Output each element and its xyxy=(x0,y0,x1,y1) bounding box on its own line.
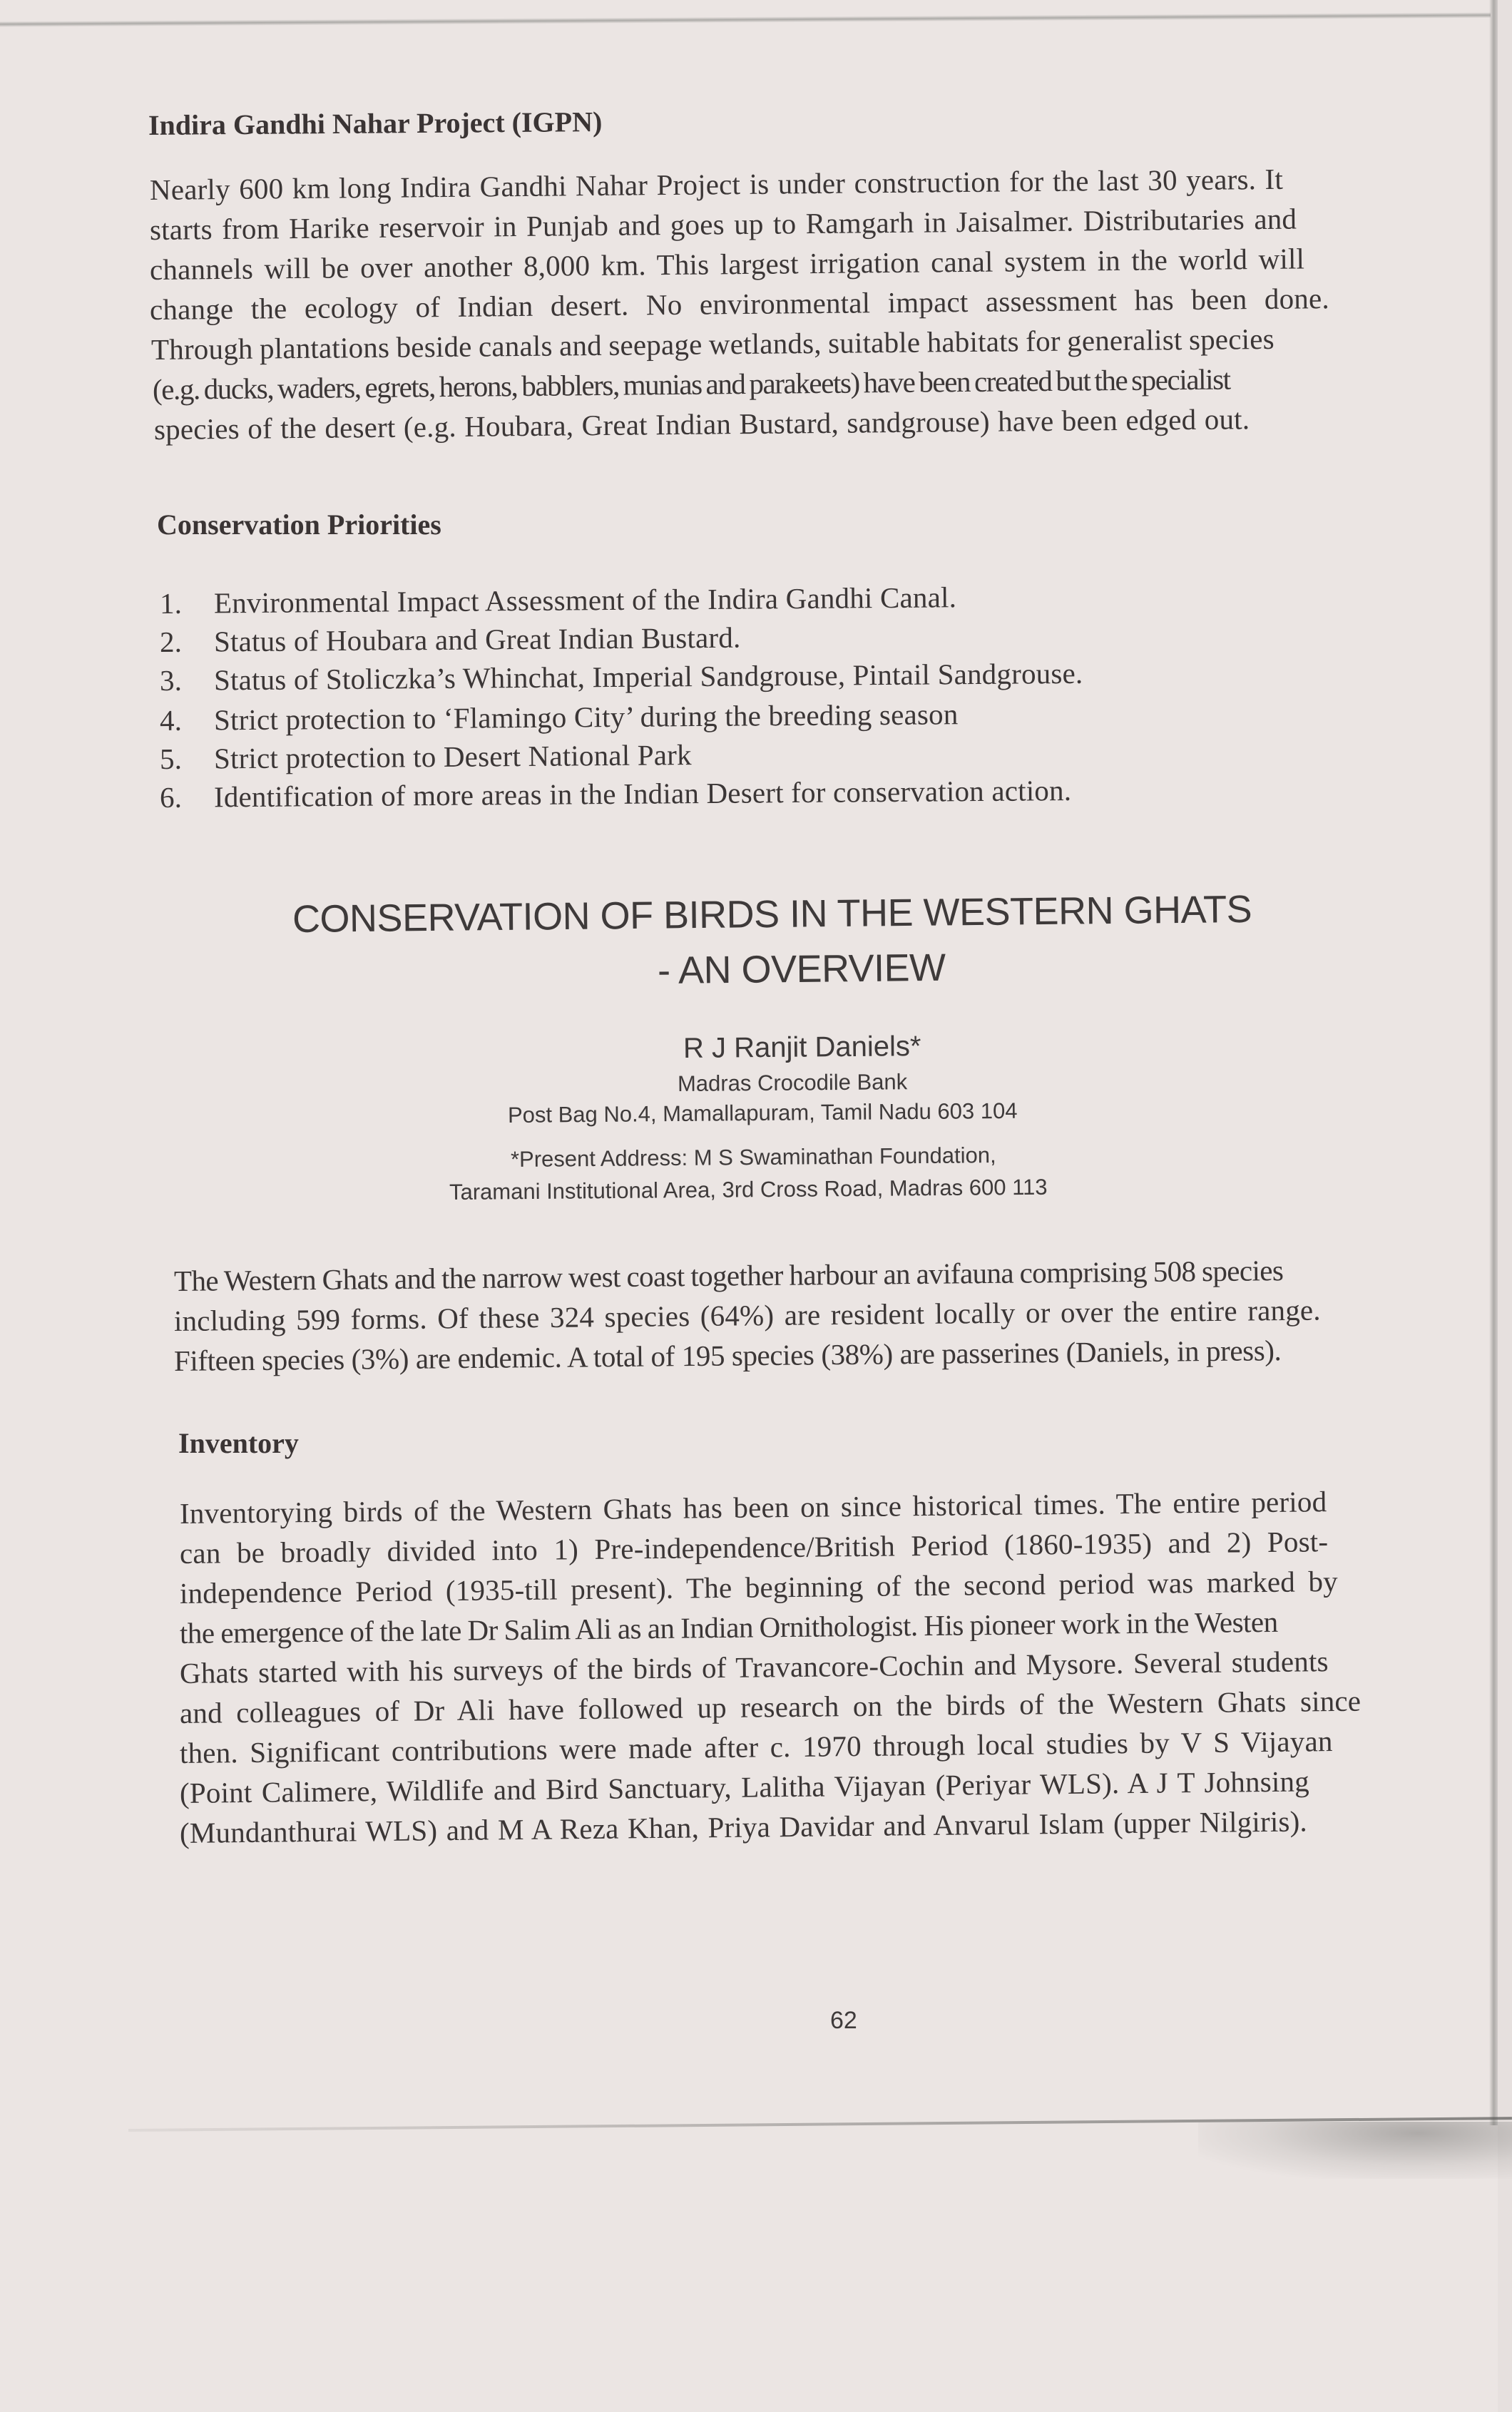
paragraph-line: species of the desert (e.g. Houbara, Great Indian Bustard, sandgrouse) have been edged out. xyxy=(153,402,1250,446)
paragraph-line: Inventorying birds of the Western Ghats has been on since historical times. The entire period xyxy=(179,1485,1327,1530)
list-item xyxy=(160,656,1083,697)
list-item-text: Strict protection to ‘Flamingo City’ during the breeding season xyxy=(213,697,959,737)
paragraph-line: can be broadly divided into 1) Pre-independence/British Period (1860-1935) and 2) Post- xyxy=(179,1525,1329,1570)
list-item-text: Environmental Impact Assessment of the Indira Gandhi Canal. xyxy=(213,581,957,620)
list-item-number: 3. xyxy=(159,663,183,697)
paragraph-line: (Mundanthurai WLS) and M A Reza Khan, Priya Davidar and Anvarul Islam (upper Nilgiris). xyxy=(179,1804,1308,1849)
igpn-heading: Indira Gandhi Nahar Project (IGPN) xyxy=(148,106,603,141)
author-name: R J Ranjit Daniels* xyxy=(683,1031,921,1064)
paragraph-line: including 599 forms. Of these 324 species (64%) are resident locally or over the entire range. xyxy=(173,1293,1321,1337)
list-item xyxy=(160,737,692,776)
paragraph-line: then. Significant contributions were made after c. 1970 through local studies by V S Vijayan xyxy=(179,1724,1333,1769)
scan-bottom-shadow xyxy=(1198,2122,1512,2179)
paragraph-line: The Western Ghats and the narrow west coast together harbour an avifauna comprising 508 species xyxy=(173,1254,1284,1297)
list-item-number: 4. xyxy=(159,703,183,737)
list-item xyxy=(160,697,959,737)
paragraph-line: Ghats started with his surveys of the birds of Travancore-Cochin and Mysore. Several students xyxy=(179,1645,1329,1690)
list-item-number: 6. xyxy=(159,780,183,814)
conservation-priorities-heading: Conservation Priorities xyxy=(157,509,441,541)
paragraph-line: the emergence of the late Dr Salim Ali as an Indian Ornithologist. His pioneer work in the Westen xyxy=(179,1605,1278,1650)
list-item-text: Strict protection to Desert National Park xyxy=(213,738,692,775)
paragraph-line: (Point Calimere, Wildlife and Bird Sanctuary, Lalitha Vijayan (Periyar WLS). A J T Johnsing xyxy=(179,1764,1310,1809)
article-title-line-1: CONSERVATION OF BIRDS IN THE WESTERN GHATS xyxy=(292,887,1252,941)
list-item-text: Identification of more areas in the Indian Desert for conservation action. xyxy=(213,773,1072,814)
list-item xyxy=(160,580,956,620)
paragraph-line: independence Period (1935-till present). The beginning of the second period was marked by xyxy=(179,1564,1339,1610)
present-address-line-2: Taramani Institutional Area, 3rd Cross Road, Madras 600 113 xyxy=(449,1174,1048,1205)
scan-top-edge xyxy=(0,12,1491,27)
article-title-line-2: - AN OVERVIEW xyxy=(657,946,946,992)
paragraph-line: Nearly 600 km long Indira Gandhi Nahar Project is under construction for the last 30 years. It xyxy=(149,162,1284,206)
paragraph-line: Fifteen species (3%) are endemic. A total of 195 species (38%) are passerines (Daniels, in press). xyxy=(173,1334,1282,1377)
affiliation-line-2: Post Bag No.4, Mamallapuram, Tamil Nadu 603 104 xyxy=(507,1098,1018,1128)
list-item-number: 1. xyxy=(159,586,183,620)
present-address-line-1: *Present Address: M S Swaminathan Foundation, xyxy=(510,1143,996,1172)
paragraph-line: starts from Harike reservoir in Punjab and goes up to Ramgarh in Jaisalmer. Distributaries and xyxy=(149,202,1297,246)
affiliation-line-1: Madras Crocodile Bank xyxy=(677,1069,908,1096)
paragraph-line: and colleagues of Dr Ali have followed up research on the birds of the Western Ghats since xyxy=(179,1684,1362,1729)
inventory-heading: Inventory xyxy=(178,1427,299,1459)
list-item-text: Status of Houbara and Great Indian Bustard. xyxy=(213,620,741,658)
list-item-number: 2. xyxy=(159,625,183,658)
list-item-text: Status of Stoliczka’s Whinchat, Imperial Sandgrouse, Pintail Sandgrouse. xyxy=(213,656,1083,697)
scan-right-margin xyxy=(1498,0,1512,2412)
paragraph-line: (e.g. ducks, waders, egrets, herons, babblers, munias and parakeets) have been created but the specialist xyxy=(152,362,1230,406)
paragraph-line: channels will be over another 8,000 km. This largest irrigation canal system in the world will xyxy=(149,242,1305,286)
paragraph-line: Through plantations beside canals and seepage wetlands, suitable habitats for generalist species xyxy=(150,322,1275,366)
list-item xyxy=(160,620,741,659)
page-number: 62 xyxy=(830,2007,857,2034)
paragraph-line: change the ecology of Indian desert. No environmental impact assessment has been done. xyxy=(149,282,1330,326)
list-item-number: 5. xyxy=(159,742,183,775)
list-item xyxy=(160,773,1072,814)
